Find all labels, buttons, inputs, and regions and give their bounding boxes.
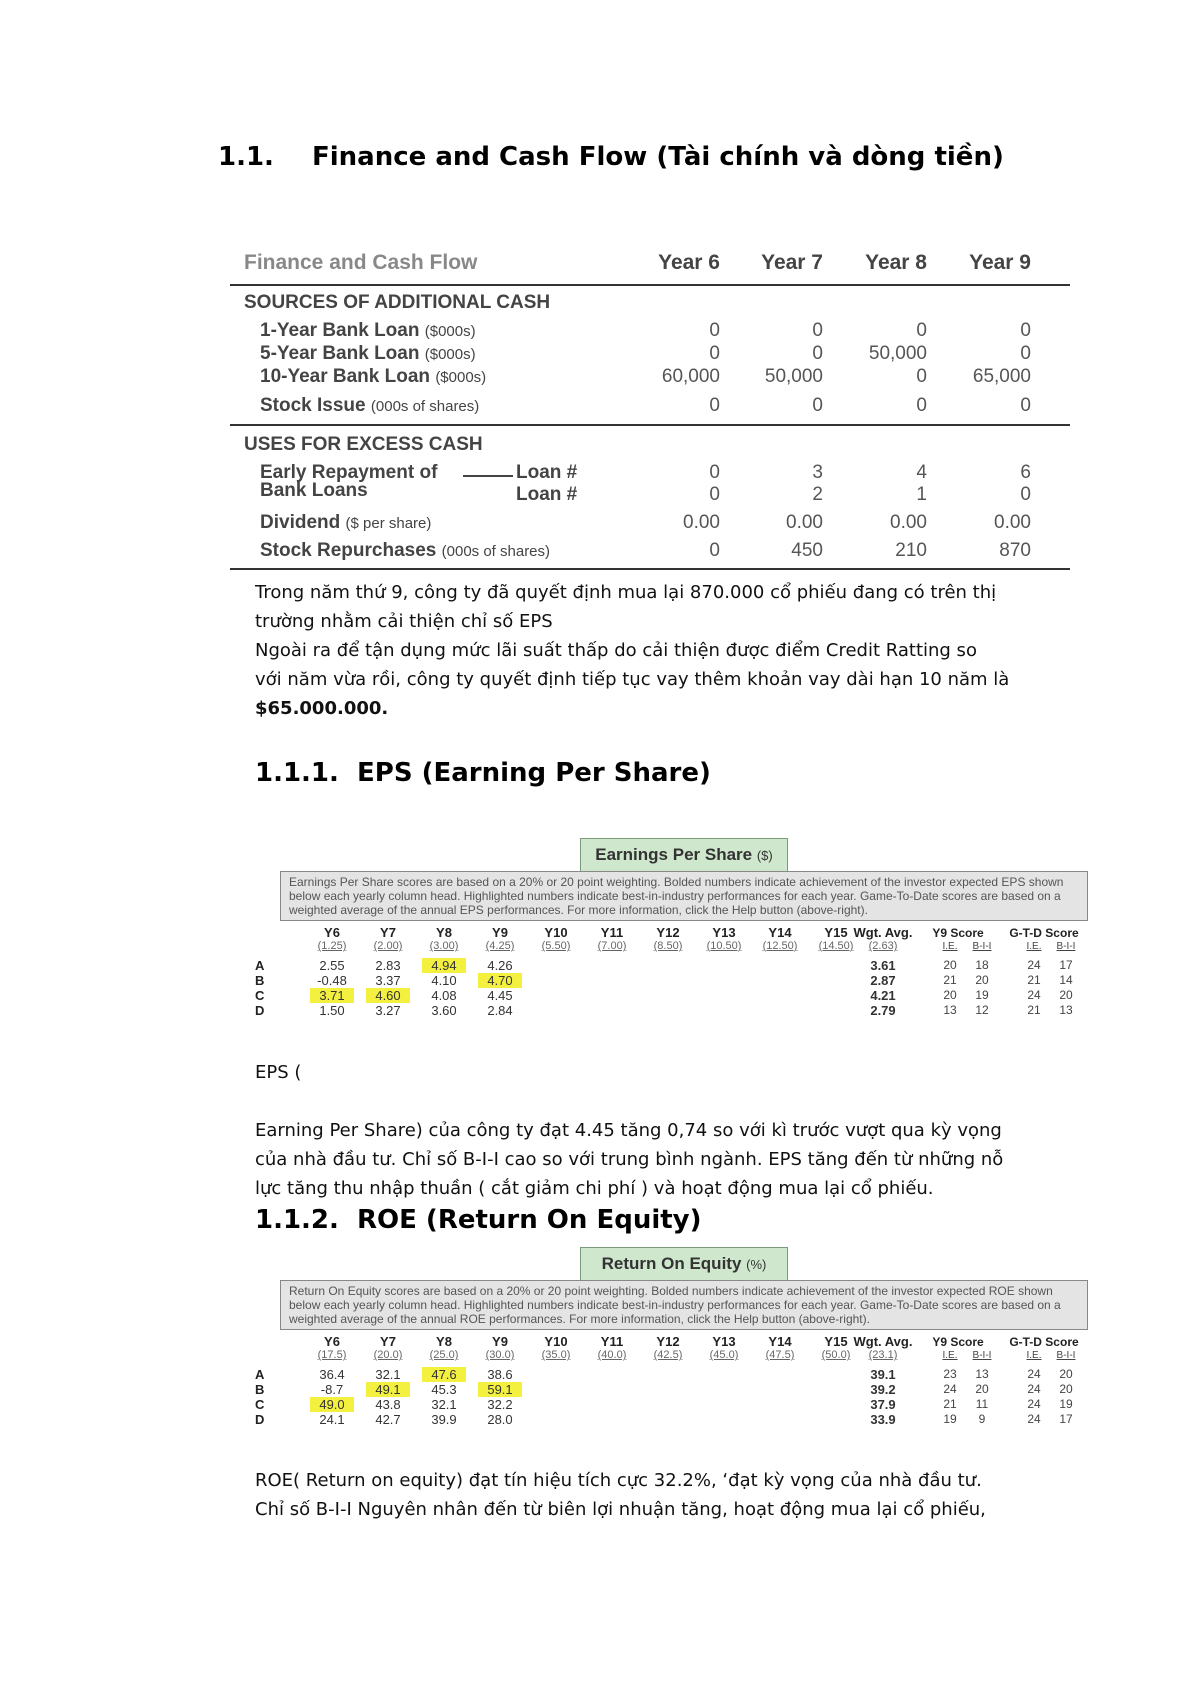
table-title: Finance and Cash Flow (244, 251, 478, 274)
score-subheader: I.E. (942, 941, 958, 952)
cell-value: 450 (791, 540, 823, 561)
column-header: Y14 (768, 1334, 792, 1349)
panel-tab (580, 1247, 788, 1281)
score-value: 21 (1027, 1003, 1041, 1017)
wgt-avg-target: (2.63) (868, 940, 898, 952)
column-header: Y8 (436, 925, 452, 940)
score-value: 17 (1059, 1412, 1073, 1426)
uses-heading: USES FOR EXCESS CASH (244, 434, 483, 455)
row-label: D (255, 1412, 265, 1427)
cell-value: 0.00 (994, 512, 1031, 533)
subsection-number: 1.1.1. (255, 758, 339, 788)
cell-value: 0 (709, 320, 720, 341)
cell-value: 0 (1020, 484, 1031, 505)
divider (230, 568, 1070, 570)
score-value: 13 (1059, 1003, 1073, 1017)
cell-value: -8.7 (320, 1382, 344, 1397)
divider (230, 424, 1070, 426)
cell-value: 210 (895, 540, 927, 561)
subsection-title: EPS (Earning Per Share) (357, 758, 711, 788)
row-label: B (255, 973, 265, 988)
score-value: 24 (1027, 1382, 1041, 1396)
subsection-title: ROE (Return On Equity) (357, 1205, 702, 1235)
cell-value: 1.50 (319, 1003, 345, 1018)
cell-value: 0 (916, 395, 927, 416)
row-label: Stock Repurchases (000s of shares) (260, 540, 551, 561)
cell-value: 2.83 (375, 958, 401, 973)
sources-heading: SOURCES OF ADDITIONAL CASH (244, 292, 551, 313)
column-target: (30.0) (485, 1349, 515, 1361)
wgt-avg-header: Wgt. Avg. (853, 1334, 913, 1349)
column-header: Y6 (324, 925, 340, 940)
cell-value: 2 (812, 484, 823, 505)
score-value: 11 (975, 1397, 989, 1411)
connector-line (463, 475, 513, 477)
score-value: 21 (943, 1397, 957, 1411)
score-value: 24 (1027, 1397, 1041, 1411)
year-header: Year 8 (865, 251, 927, 274)
text-line: Trong năm thứ 9, công ty đã quyết định mua lại 870.000 cổ phiếu đang có trên thị (255, 582, 997, 603)
column-target: (3.00) (429, 940, 459, 952)
cell-value: 2.84 (487, 1003, 513, 1018)
year-header: Year 9 (969, 251, 1031, 274)
cell-value: 0 (812, 395, 823, 416)
loan-label: Loan # (516, 462, 578, 483)
row-label: D (255, 1003, 265, 1018)
row-label: 5-Year Bank Loan ($000s) (260, 343, 476, 364)
score-value: 13 (975, 1367, 989, 1381)
score-subheader: I.E. (1026, 1350, 1042, 1361)
cell-value: 0 (916, 320, 927, 341)
score-subheader: B-I-I (1056, 1350, 1076, 1361)
wgt-avg-value: 3.61 (870, 958, 896, 973)
score-value: 20 (975, 1382, 989, 1396)
divider (230, 284, 1070, 286)
wgt-avg-value: 4.21 (870, 988, 896, 1003)
cell-value: 3 (812, 462, 823, 483)
wgt-avg-value: 39.1 (870, 1367, 896, 1382)
cell-value: 0 (916, 366, 927, 387)
cell-value: 4.94 (422, 958, 466, 973)
score-subheader: I.E. (1026, 941, 1042, 952)
score-value: 20 (1059, 1382, 1073, 1396)
cell-value: 50,000 (868, 343, 927, 364)
cell-value: 870 (999, 540, 1031, 561)
row-label: Stock Issue (000s of shares) (260, 395, 480, 416)
wgt-avg-value: 37.9 (870, 1397, 896, 1412)
subsection-heading (255, 1205, 702, 1235)
column-header: Y8 (436, 1334, 452, 1349)
score-subheader: B-I-I (972, 1350, 992, 1361)
panel-tab (580, 838, 788, 872)
column-header: Y14 (768, 925, 792, 940)
score-subheader: I.E. (942, 1350, 958, 1361)
score-value: 19 (975, 988, 989, 1002)
cell-value: 0 (709, 484, 720, 505)
column-header: Y9 (492, 925, 508, 940)
section-title: Finance and Cash Flow (Tài chính và dòng tiền) (312, 142, 1004, 172)
column-header: Y13 (712, 1334, 736, 1349)
cell-value: 65,000 (972, 366, 1031, 387)
score-value: 24 (943, 1382, 957, 1396)
row-label: A (255, 1367, 265, 1382)
y9-score-header: Y9 Score (932, 926, 984, 940)
column-target: (4.25) (485, 940, 515, 952)
gtd-score-header: G-T-D Score (1009, 1335, 1079, 1349)
cell-value: 3.60 (431, 1003, 457, 1018)
tab-label: Earnings Per Share (595, 845, 753, 864)
cell-value: 4.45 (487, 988, 513, 1003)
loan-label: Loan # (516, 484, 578, 505)
column-target: (1.25) (317, 940, 347, 952)
column-target: (20.0) (373, 1349, 403, 1361)
wgt-avg-value: 39.2 (870, 1382, 896, 1397)
score-value: 20 (975, 973, 989, 987)
column-target: (47.5) (765, 1349, 795, 1361)
score-value: 19 (1059, 1397, 1073, 1411)
cell-value: 0 (709, 343, 720, 364)
year-header: Year 6 (658, 251, 720, 274)
cell-value: 3.27 (375, 1003, 401, 1018)
cell-value: 0 (709, 462, 720, 483)
cell-value: 4.60 (366, 988, 410, 1003)
cell-value: 3.71 (310, 988, 354, 1003)
cell-value: 0.00 (683, 512, 720, 533)
cell-value: 0 (1020, 320, 1031, 341)
text-line: lực tăng thu nhập thuần ( cắt giảm chi phí ) và hoạt động mua lại cổ phiếu. (255, 1178, 934, 1199)
year-header: Year 7 (761, 251, 823, 274)
tab-unit: ($) (756, 848, 773, 863)
score-value: 23 (943, 1367, 957, 1381)
cell-value: 32.1 (431, 1397, 457, 1412)
y9-score-header: Y9 Score (932, 1335, 984, 1349)
row-label: 1-Year Bank Loan ($000s) (260, 320, 476, 341)
cell-value: 32.2 (487, 1397, 513, 1412)
cell-value: 43.8 (375, 1397, 401, 1412)
tab-unit: (%) (746, 1257, 767, 1272)
score-subheader: B-I-I (1056, 941, 1076, 952)
score-value: 24 (1027, 1412, 1041, 1426)
cell-value: 0.00 (786, 512, 823, 533)
cell-value: 0 (812, 320, 823, 341)
column-target: (2.00) (373, 940, 403, 952)
text-line: ROE( Return on equity) đạt tín hiệu tích cực 32.2%, ‘đạt kỳ vọng của nhà đầu tư. (255, 1470, 982, 1491)
cell-value: 6 (1020, 462, 1031, 483)
gtd-score-header: G-T-D Score (1009, 926, 1079, 940)
score-value: 18 (975, 958, 989, 972)
wgt-avg-value: 2.87 (870, 973, 896, 988)
text-line: Ngoài ra để tận dụng mức lãi suất thấp do cải thiện được điểm Credit Ratting so (255, 640, 977, 661)
column-target: (17.5) (317, 1349, 347, 1361)
text-line: Chỉ số B-I-I Nguyên nhân đến từ biên lợi nhuận tăng, hoạt động mua lại cổ phiếu, (255, 1499, 986, 1520)
cell-value: 4.26 (487, 958, 513, 973)
text-line: Earning Per Share) của công ty đạt 4.45 tăng 0,74 so với kì trước vượt qua kỳ vọng (255, 1120, 1002, 1141)
column-target: (7.00) (597, 940, 627, 952)
text-line: EPS ( (255, 1062, 302, 1083)
finance-cashflow-table (230, 240, 1070, 580)
score-value: 21 (943, 973, 957, 987)
text-line: với năm vừa rồi, công ty quyết định tiếp tục vay thêm khoản vay dài hạn 10 năm là (255, 669, 1010, 690)
cell-value: 49.1 (366, 1382, 410, 1397)
cell-value: 3.37 (375, 973, 401, 988)
wgt-avg-header: Wgt. Avg. (853, 925, 913, 940)
cell-value: 60,000 (661, 366, 720, 387)
cell-value: 38.6 (487, 1367, 513, 1382)
column-target: (25.0) (429, 1349, 459, 1361)
score-value: 20 (943, 958, 957, 972)
cell-value: 4 (916, 462, 927, 483)
column-header: Y6 (324, 1334, 340, 1349)
cell-value: 0 (709, 540, 720, 561)
score-value: 20 (1059, 988, 1073, 1002)
paragraph (255, 1058, 1045, 1203)
score-value: 12 (975, 1003, 989, 1017)
row-label: Bank Loans (260, 480, 368, 501)
column-target: (5.50) (541, 940, 571, 952)
cell-value: 4.10 (431, 973, 457, 988)
column-target: (14.50) (818, 940, 854, 952)
score-subheader: B-I-I (972, 941, 992, 952)
column-header: Y7 (380, 1334, 396, 1349)
tab-label: Return On Equity (601, 1254, 742, 1273)
column-header: Y15 (824, 1334, 848, 1349)
column-target: (12.50) (762, 940, 798, 952)
score-value: 21 (1027, 973, 1041, 987)
score-value: 19 (943, 1412, 957, 1426)
cell-value: 1 (916, 484, 927, 505)
row-label: A (255, 958, 265, 973)
column-target: (8.50) (653, 940, 683, 952)
row-label: Early Repayment of (260, 462, 438, 483)
score-value: 20 (943, 988, 957, 1002)
cell-value: 28.0 (487, 1412, 513, 1427)
cell-value: 50,000 (764, 366, 823, 387)
cell-value: 2.55 (319, 958, 345, 973)
wgt-avg-target: (23.1) (868, 1349, 898, 1361)
cell-value: 4.70 (478, 973, 522, 988)
column-header: Y15 (824, 925, 848, 940)
text-line: trường nhằm cải thiện chỉ số EPS (255, 611, 553, 632)
score-value: 9 (978, 1412, 986, 1426)
cell-value: 32.1 (375, 1367, 401, 1382)
section-number: 1.1. (218, 142, 274, 172)
column-header: Y12 (656, 925, 680, 940)
row-label: 10-Year Bank Loan ($000s) (260, 366, 487, 387)
column-header: Y10 (544, 1334, 568, 1349)
column-target: (42.5) (653, 1349, 683, 1361)
cell-value: 59.1 (478, 1382, 522, 1397)
cell-value: 49.0 (310, 1397, 354, 1412)
subsection-number: 1.1.2. (255, 1205, 339, 1235)
text-line: của nhà đầu tư. Chỉ số B-I-I cao so với trung bình ngành. EPS tăng đến từ những nỗ (255, 1149, 1004, 1170)
column-header: Y10 (544, 925, 568, 940)
cell-value: 36.4 (319, 1367, 345, 1382)
cell-value: 4.08 (431, 988, 457, 1003)
score-value: 24 (1027, 988, 1041, 1002)
cell-value: 45.3 (431, 1382, 457, 1397)
column-header: Y12 (656, 1334, 680, 1349)
column-target: (50.0) (821, 1349, 851, 1361)
score-value: 14 (1059, 973, 1073, 987)
subsection-heading (255, 758, 711, 788)
score-value: 13 (943, 1003, 957, 1017)
cell-value: 42.7 (375, 1412, 401, 1427)
column-target: (40.0) (597, 1349, 627, 1361)
text-line: $65.000.000. (255, 698, 389, 719)
score-value: 20 (1059, 1367, 1073, 1381)
cell-value: 24.1 (319, 1412, 345, 1427)
section-heading (218, 142, 1004, 172)
cell-value: 39.9 (431, 1412, 457, 1427)
column-header: Y9 (492, 1334, 508, 1349)
column-header: Y11 (600, 925, 624, 940)
paragraph (255, 1466, 1045, 1524)
score-value: 24 (1027, 1367, 1041, 1381)
cell-value: 47.6 (422, 1367, 466, 1382)
column-target: (35.0) (541, 1349, 571, 1361)
row-label: B (255, 1382, 265, 1397)
score-value: 17 (1059, 958, 1073, 972)
cell-value: 0.00 (890, 512, 927, 533)
cell-value: 0 (1020, 395, 1031, 416)
cell-value: 0 (1020, 343, 1031, 364)
row-label: C (255, 1397, 265, 1412)
row-label: Dividend ($ per share) (260, 512, 432, 533)
column-header: Y7 (380, 925, 396, 940)
panel-description: Earnings Per Share scores are based on a 20% or 20 point weighting. Bolded numbers indicate achievement of the investor expected EPS shown below each yearly column head. Highlighted numbers indicate best-in-industry performances for each year. Game-To-Date scores are based on a weighted average of the annual EPS performances. For more information, click the Help button (above-right). (280, 871, 1088, 921)
score-value: 24 (1027, 958, 1041, 972)
row-label: C (255, 988, 265, 1003)
column-target: (10.50) (706, 940, 742, 952)
wgt-avg-value: 33.9 (870, 1412, 896, 1427)
wgt-avg-value: 2.79 (870, 1003, 896, 1018)
paragraph (255, 578, 1045, 723)
cell-value: -0.48 (317, 973, 347, 988)
cell-value: 0 (812, 343, 823, 364)
cell-value: 0 (709, 395, 720, 416)
column-target: (45.0) (709, 1349, 739, 1361)
column-header: Y11 (600, 1334, 624, 1349)
column-header: Y13 (712, 925, 736, 940)
panel-description: Return On Equity scores are based on a 20% or 20 point weighting. Bolded numbers indicate achievement of the investor expected ROE shown below each yearly column head. Highlighted numbers indicate best-in-industry performances for each year. Game-To-Date scores are based on a weighted average of the annual ROE performances. For more information, click the Help button (above-right). (280, 1280, 1088, 1330)
